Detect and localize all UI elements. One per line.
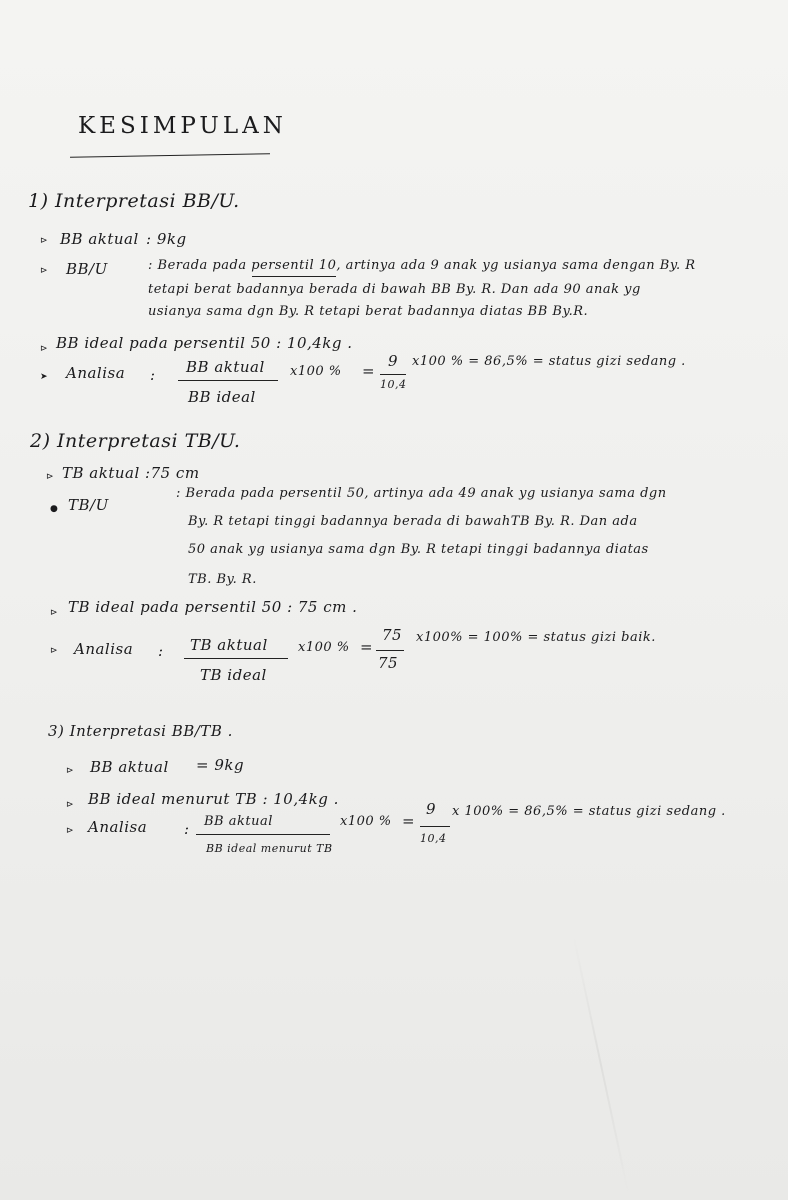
s1-value-bar xyxy=(380,374,406,375)
paper-fold-shadow xyxy=(572,933,630,1198)
s3-value-numerator: 9 xyxy=(426,800,437,818)
s3-analisa-label: Analisa xyxy=(88,818,148,836)
s1-bbu-line-1: : Berada pada persentil 10, artinya ada 9 anak yg usianya sama dengan By. R xyxy=(148,258,696,273)
s2-tbu-line-3: 50 anak yg usianya sama dgn By. R tetapi tinggi badannya diatas xyxy=(188,542,649,557)
s2-tbu-line-4: TB. By. R. xyxy=(188,572,257,587)
s1-analisa-label: Analisa xyxy=(66,364,126,382)
s3-value-denominator: 10,4 xyxy=(420,832,447,845)
bullet-arrow-icon: ⊳ xyxy=(66,826,75,836)
s1-bbu-line-2: tetapi berat badannya berada di bawah BB By. R. Dan ada 90 anak yg xyxy=(148,282,641,297)
bullet-arrow-icon: ⊳ xyxy=(50,646,59,656)
s2-tb-ideal: TB ideal pada persentil 50 : 75 cm . xyxy=(68,598,358,616)
s1-bb-aktual-label: BB aktual xyxy=(60,230,139,248)
s2-equals: = xyxy=(360,638,374,656)
s2-value-bar xyxy=(376,650,404,651)
s3-bb-aktual-value: = 9kg xyxy=(196,756,245,774)
s2-times-100: x100 % xyxy=(298,640,350,655)
section-2-heading: 2) Interpretasi TB/U. xyxy=(30,430,241,452)
bullet-arrow-icon: ➤ xyxy=(40,372,49,382)
s3-equals: = xyxy=(402,812,416,830)
s1-equals: = xyxy=(362,362,376,380)
s2-analisa-colon: : xyxy=(158,642,164,660)
bullet-arrow-icon: ⊳ xyxy=(46,472,55,482)
bullet-arrow-icon: ⊳ xyxy=(40,266,49,276)
s2-tbu-line-2: By. R tetapi tinggi badannya berada di bawahTB By. R. Dan ada xyxy=(188,514,638,529)
bullet-arrow-icon: ⊳ xyxy=(66,800,75,810)
persentil-underline xyxy=(252,276,336,277)
s1-result: x100 % = 86,5% = status gizi sedang . xyxy=(412,354,686,369)
s1-bb-ideal: BB ideal pada persentil 50 : 10,4kg . xyxy=(56,334,353,352)
s1-bbu-line-3: usianya sama dgn By. R tetapi berat badannya diatas BB By.R. xyxy=(148,304,589,319)
s1-times-100: x100 % xyxy=(290,364,342,379)
s3-analisa-colon: : xyxy=(184,820,190,838)
s2-fraction-denominator: TB ideal xyxy=(200,666,267,684)
s1-value-denominator: 10,4 xyxy=(380,378,407,391)
s1-fraction-bar xyxy=(178,380,278,381)
s2-tb-aktual: TB aktual :75 cm xyxy=(62,464,200,482)
s3-times-100: x100 % xyxy=(340,814,392,829)
s3-fraction-denominator: BB ideal menurut TB xyxy=(206,842,333,855)
s1-bb-aktual-value: : 9kg xyxy=(146,230,187,248)
section-1-heading: 1) Interpretasi BB/U. xyxy=(28,190,240,212)
title-underline xyxy=(70,153,270,157)
s1-fraction-denominator: BB ideal xyxy=(188,388,256,406)
s1-bbu-label: BB/U xyxy=(66,260,108,278)
section-3-heading: 3) Interpretasi BB/TB . xyxy=(48,722,233,740)
bullet-arrow-icon: ⊳ xyxy=(40,344,49,354)
s2-fraction-bar xyxy=(184,658,288,659)
s3-fraction-bar xyxy=(196,834,330,835)
s2-value-numerator: 75 xyxy=(382,626,403,644)
s3-bb-aktual-label: BB aktual xyxy=(90,758,169,776)
s1-fraction-numerator: BB aktual xyxy=(186,358,265,376)
bullet-arrow-icon: ⊳ xyxy=(40,236,49,246)
bullet-dot-icon: ● xyxy=(50,504,59,514)
s2-analisa-label: Analisa xyxy=(74,640,134,658)
bullet-arrow-icon: ⊳ xyxy=(50,608,59,618)
s3-fraction-numerator: BB aktual xyxy=(204,814,273,829)
s3-result: x 100% = 86,5% = status gizi sedang . xyxy=(452,804,726,819)
bullet-arrow-icon: ⊳ xyxy=(66,766,75,776)
s1-analisa-colon: : xyxy=(150,366,156,384)
s3-bb-ideal: BB ideal menurut TB : 10,4kg . xyxy=(88,790,339,808)
page-title: KESIMPULAN xyxy=(78,113,287,139)
s1-value-numerator: 9 xyxy=(388,352,399,370)
s2-value-denominator: 75 xyxy=(378,654,399,672)
s3-value-bar xyxy=(420,826,450,827)
s2-result: x100% = 100% = status gizi baik. xyxy=(416,630,656,645)
s2-tbu-line-1: : Berada pada persentil 50, artinya ada 49 anak yg usianya sama dgn xyxy=(176,486,667,501)
s2-tbu-label: TB/U xyxy=(68,496,109,514)
s2-fraction-numerator: TB aktual xyxy=(190,636,268,654)
